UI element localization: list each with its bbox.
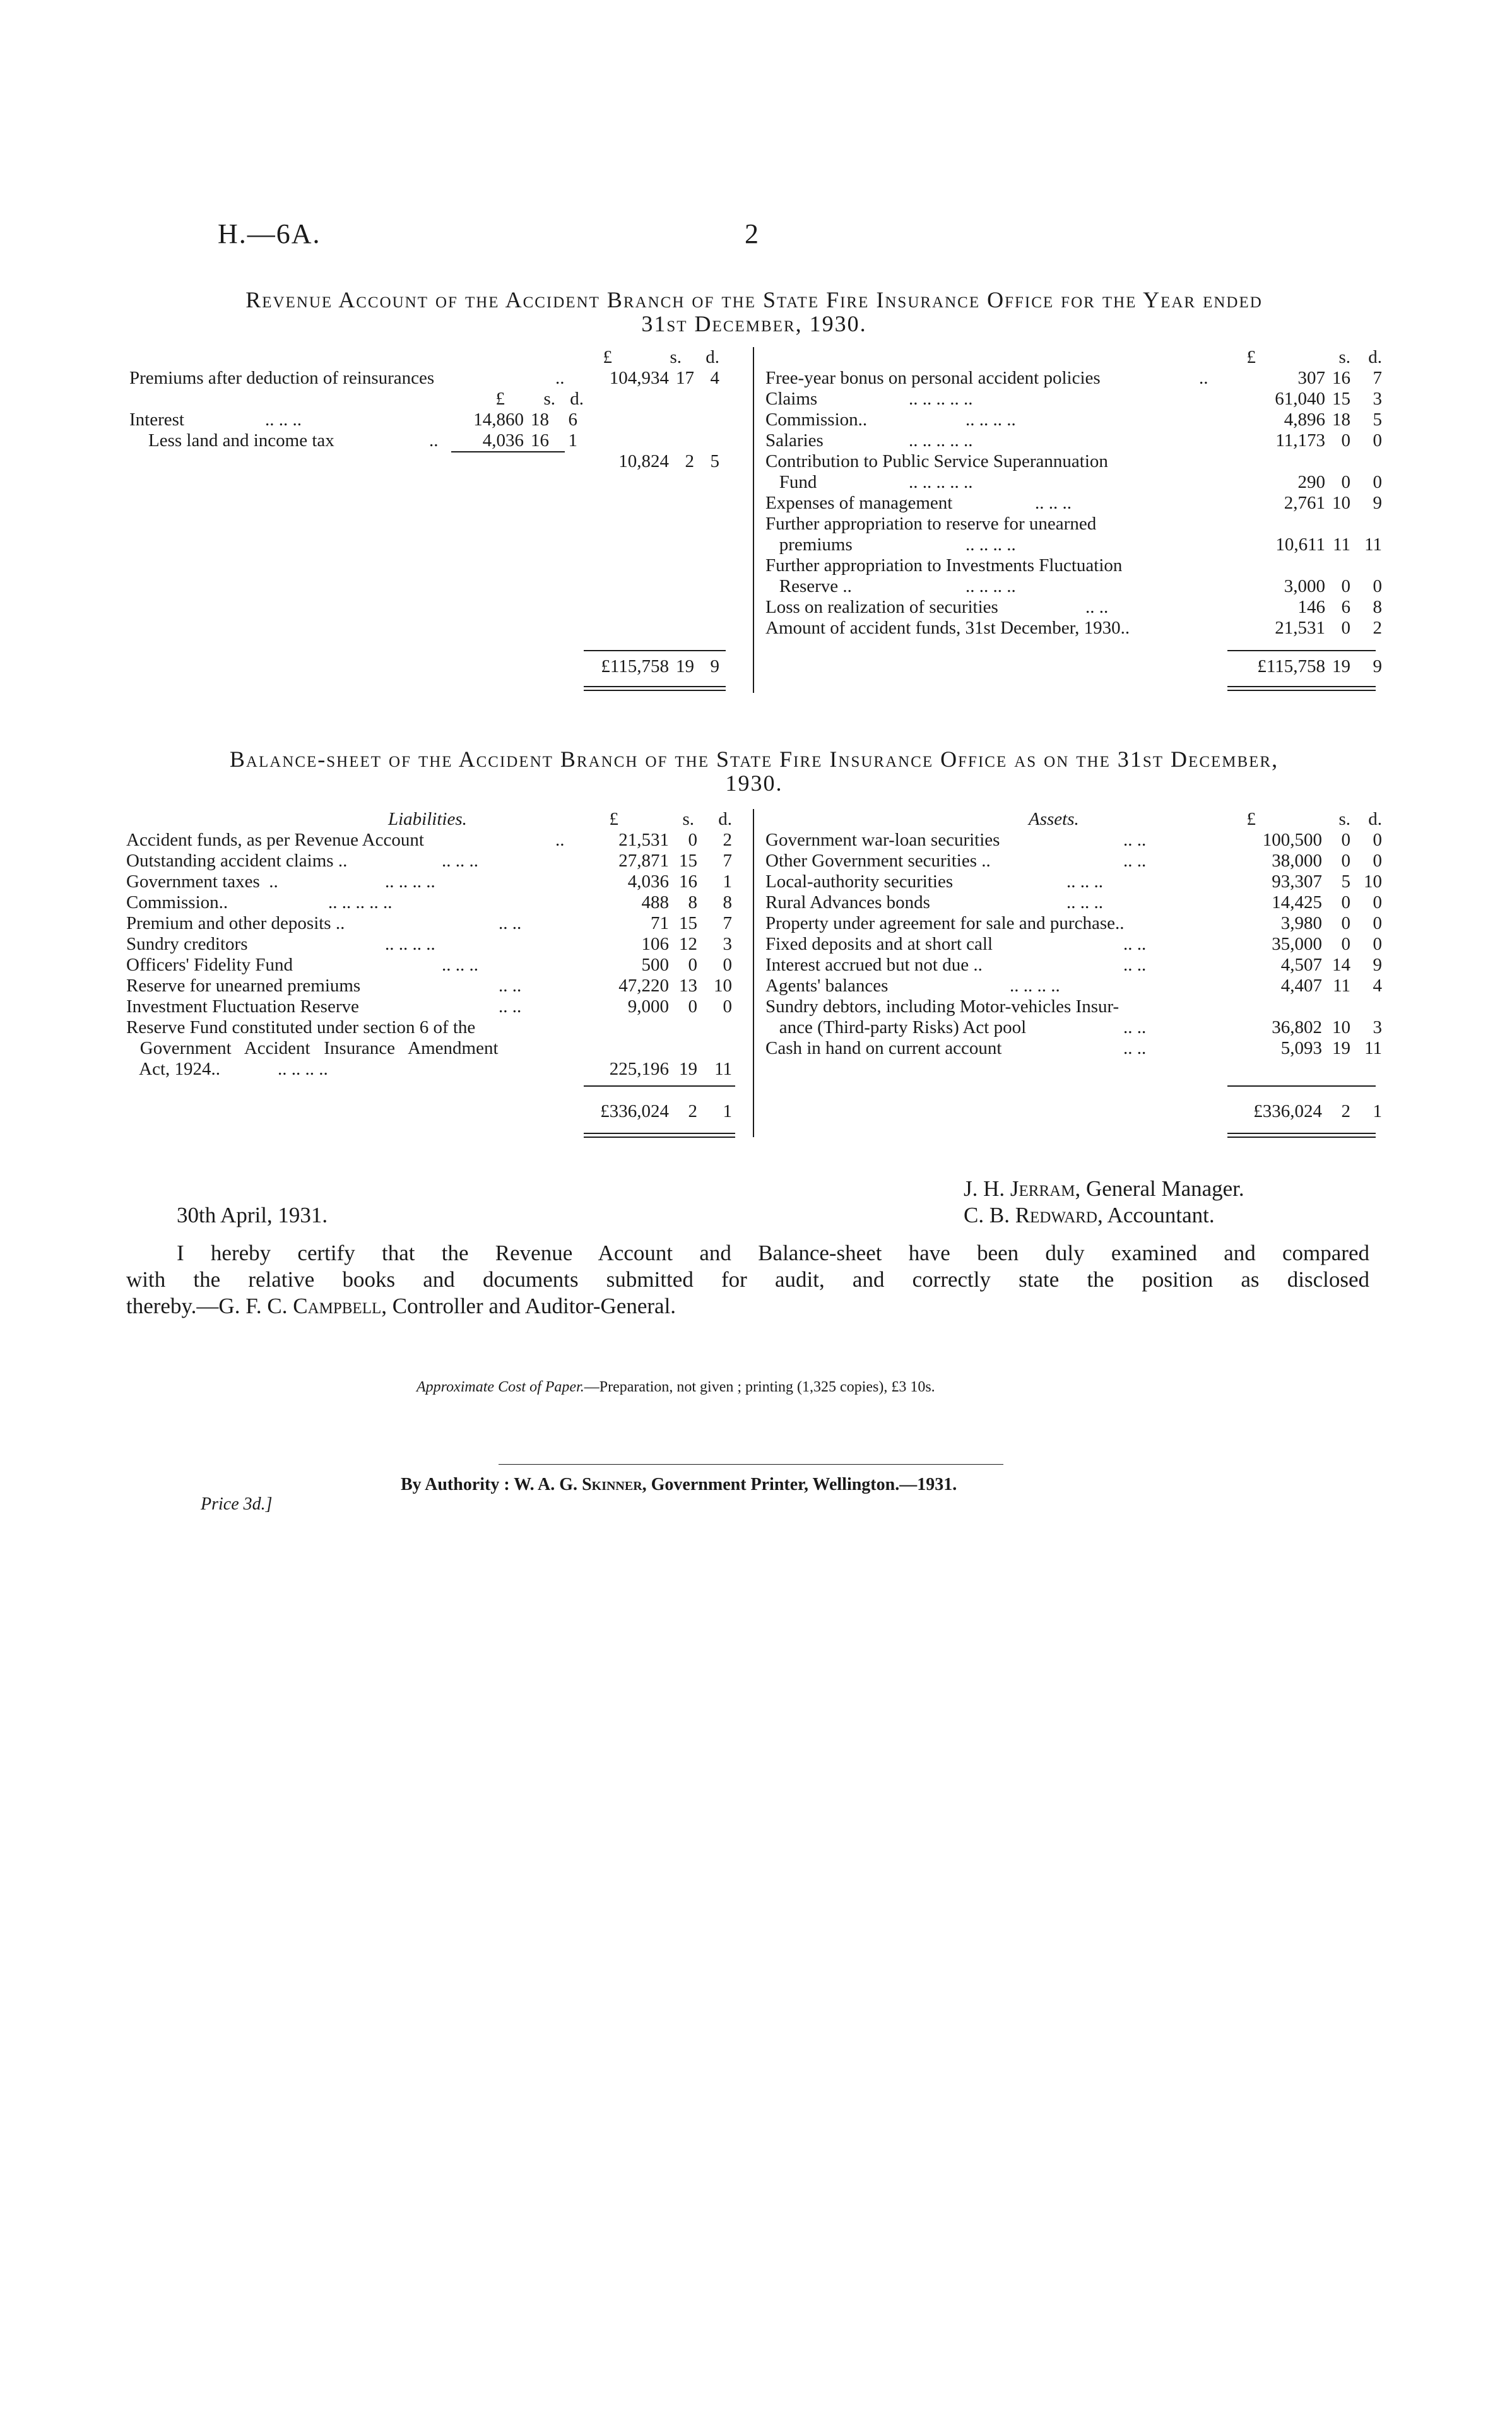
revenue-item-pence: 8 [1373, 597, 1382, 617]
liability-label: Sundry creditors [126, 934, 248, 954]
liability-label: Government Accident Insurance Amendment [126, 1038, 499, 1058]
revenue-item-shillings: 11 [1333, 535, 1350, 555]
certificate-line2: with the relative books and documents submitted for audit, and correctly state the position as disclosed [126, 1267, 1369, 1292]
manager-signature [964, 1176, 1244, 1202]
interest-pounds: 14,860 [473, 410, 524, 430]
tax-dots: .. [429, 430, 439, 451]
liability-dots: .. .. .. [442, 851, 478, 871]
asset-shillings: 0 [1341, 913, 1350, 933]
asset-shillings: 14 [1332, 955, 1350, 975]
asset-shillings: 0 [1341, 892, 1350, 913]
net-interest-pounds: 10,824 [618, 451, 669, 471]
asset-pence: 0 [1373, 934, 1382, 954]
assets-total-double-rule [1227, 1133, 1376, 1138]
asset-shillings: 5 [1341, 871, 1350, 892]
premiums-pence: 4 [710, 368, 719, 388]
certificate-line3 [126, 1293, 676, 1320]
premiums-label: Premiums after deduction of reinsurances [129, 368, 435, 388]
asset-dots: .. .. [1123, 934, 1147, 954]
revenue-right-total-pence: 9 [1373, 656, 1382, 676]
asset-shillings: 0 [1341, 934, 1350, 954]
liability-pence: 10 [714, 976, 732, 996]
liability-pounds: 71 [651, 913, 669, 933]
liability-label: Accident funds, as per Revenue Account [126, 830, 424, 850]
liability-pounds: 21,531 [618, 830, 669, 850]
revenue-item-pence: 2 [1373, 618, 1382, 638]
revenue-item-pence: 0 [1373, 472, 1382, 492]
liability-shillings: 0 [688, 996, 697, 1017]
assets-col-pound: £ [1246, 809, 1256, 829]
liability-label: Commission.. [126, 892, 228, 913]
revenue-item-label: Expenses of management [765, 493, 953, 513]
liability-pence: 7 [723, 913, 732, 933]
revenue-title-line1: Revenue Account of the Accident Branch of the State Fire Insurance Office for the Year ended [245, 287, 1263, 312]
liability-shillings: 19 [679, 1059, 697, 1079]
authority-post: , Government Printer, Wellington.—1931. [642, 1475, 957, 1494]
revenue-item-pence: 0 [1373, 576, 1382, 596]
document-reference: H.—6A. [218, 218, 321, 249]
manager-name: Jerram [1010, 1176, 1075, 1201]
balance-title-line2: 1930. [725, 771, 783, 796]
liability-label: Reserve for unearned premiums [126, 976, 361, 996]
asset-pounds: 4,507 [1280, 955, 1322, 975]
interest-col-s: s. [543, 389, 555, 409]
asset-pounds: 100,500 [1262, 830, 1322, 850]
revenue-left-col-s: s. [670, 347, 682, 367]
liabilities-total-rule [584, 1085, 735, 1087]
accountant-initials: C. B. [964, 1203, 1015, 1227]
premiums-shillings: 17 [676, 368, 694, 388]
asset-pounds: 35,000 [1272, 934, 1322, 954]
liability-pence: 0 [723, 996, 732, 1017]
liability-pence: 0 [723, 955, 732, 975]
revenue-right-col-pound: £ [1246, 347, 1256, 367]
revenue-item-pounds: 61,040 [1275, 389, 1325, 409]
assets-total-shillings: 2 [1341, 1101, 1350, 1121]
liability-dots: .. .. .. .. .. [328, 892, 393, 913]
liability-pounds: 500 [641, 955, 669, 975]
revenue-item-label: Free-year bonus on personal accident policies [765, 368, 1101, 388]
revenue-item-dots: .. .. .. .. .. [909, 430, 973, 451]
asset-label: Rural Advances bonds [765, 892, 930, 913]
revenue-item-shillings: 15 [1332, 389, 1350, 409]
revenue-item-label: Further appropriation to reserve for unearned [765, 514, 1097, 534]
revenue-item-label: Further appropriation to Investments Fluctuation [765, 555, 1123, 576]
liability-label: Reserve Fund constituted under section 6 of the [126, 1017, 476, 1037]
asset-pounds: 14,425 [1272, 892, 1322, 913]
liability-dots: .. .. [499, 976, 522, 996]
revenue-item-pence: 11 [1364, 535, 1382, 555]
revenue-left-col-pound: £ [603, 347, 612, 367]
revenue-item-pounds: 11,173 [1275, 430, 1325, 451]
liability-pence: 2 [723, 830, 732, 850]
liability-pounds: 27,871 [618, 851, 669, 871]
liability-label: Premium and other deposits .. [126, 913, 345, 933]
auditor-name: Campbell [293, 1294, 382, 1318]
revenue-item-pence: 0 [1373, 430, 1382, 451]
net-interest-pence: 5 [710, 451, 719, 471]
liabilities-total-double-rule [584, 1133, 735, 1138]
net-interest-shillings: 2 [685, 451, 694, 471]
liability-shillings: 13 [679, 976, 697, 996]
asset-dots: .. .. .. .. [1010, 976, 1060, 996]
liabilities-heading: Liabilities. [388, 809, 467, 829]
accountant-title: , Accountant. [1097, 1203, 1215, 1227]
liability-pounds: 106 [641, 934, 669, 954]
assets-total-rule [1227, 1085, 1376, 1087]
asset-label: Fixed deposits and at short call [765, 934, 993, 954]
liability-shillings: 15 [679, 851, 697, 871]
revenue-item-dots: .. .. .. .. .. [909, 472, 973, 492]
revenue-item-label: premiums [765, 535, 853, 555]
interest-subtotal-rule [451, 451, 565, 452]
revenue-item-pounds: 146 [1297, 597, 1325, 617]
liability-label: Officers' Fidelity Fund [126, 955, 293, 975]
revenue-item-pence: 3 [1373, 389, 1382, 409]
revenue-item-label: Loss on realization of securities [765, 597, 998, 617]
interest-label: Interest [129, 410, 184, 430]
asset-pounds: 5,093 [1280, 1038, 1322, 1058]
balance-column-divider [753, 809, 754, 1137]
revenue-item-pounds: 2,761 [1284, 493, 1325, 513]
revenue-left-col-d: d. [706, 347, 719, 367]
revenue-item-dots: .. .. .. .. [966, 410, 1016, 430]
liability-shillings: 0 [688, 955, 697, 975]
asset-shillings: 0 [1341, 830, 1350, 850]
revenue-left-total-pounds: £115,758 [601, 656, 669, 676]
manager-title: , General Manager. [1075, 1176, 1244, 1201]
liability-dots: .. [555, 830, 565, 850]
asset-pence: 0 [1373, 913, 1382, 933]
asset-dots: .. .. [1123, 830, 1147, 850]
liability-label: Outstanding accident claims .. [126, 851, 348, 871]
revenue-item-pounds: 3,000 [1284, 576, 1325, 596]
asset-shillings: 10 [1332, 1017, 1350, 1037]
asset-shillings: 0 [1341, 851, 1350, 871]
revenue-item-label: Claims [765, 389, 818, 409]
revenue-right-total-shillings: 19 [1332, 656, 1350, 676]
revenue-item-dots: .. .. [1085, 597, 1109, 617]
cost-label: Approximate Cost of Paper. [416, 1379, 584, 1395]
authority-pre: By Authority : W. A. G. [401, 1475, 582, 1494]
revenue-item-pounds: 290 [1297, 472, 1325, 492]
liability-shillings: 16 [679, 871, 697, 892]
cost-of-paper [416, 1379, 935, 1396]
revenue-item-pence: 7 [1373, 368, 1382, 388]
liability-dots: .. .. .. .. [385, 871, 435, 892]
liability-pounds: 488 [641, 892, 669, 913]
revenue-item-label: Fund [765, 472, 817, 492]
interest-pence: 6 [568, 410, 577, 430]
liability-shillings: 0 [688, 830, 697, 850]
revenue-left-total-shillings: 19 [676, 656, 694, 676]
premiums-pounds: 104,934 [609, 368, 669, 388]
accountant-signature [964, 1202, 1215, 1229]
authority-line [401, 1475, 957, 1495]
revenue-item-pounds: 10,611 [1275, 535, 1325, 555]
asset-dots: .. .. [1123, 1038, 1147, 1058]
interest-col-d: d. [570, 389, 584, 409]
liability-pounds: 47,220 [618, 976, 669, 996]
revenue-item-shillings: 16 [1332, 368, 1350, 388]
revenue-column-divider [753, 347, 754, 693]
revenue-item-pence: 5 [1373, 410, 1382, 430]
asset-pence: 9 [1373, 955, 1382, 975]
liability-dots: .. .. .. .. [385, 934, 435, 954]
asset-label: Government war-loan securities [765, 830, 1000, 850]
revenue-item-shillings: 0 [1341, 472, 1350, 492]
liability-pounds: 225,196 [609, 1059, 669, 1079]
liabilities-col-pound: £ [609, 809, 618, 829]
page-number: 2 [745, 218, 759, 249]
tax-pence: 1 [568, 430, 577, 451]
asset-pence: 0 [1373, 830, 1382, 850]
asset-shillings: 19 [1332, 1038, 1350, 1058]
liability-pounds: 9,000 [627, 996, 669, 1017]
revenue-item-dots: .. .. .. .. .. [909, 389, 973, 409]
revenue-item-dots: .. .. .. .. [966, 576, 1016, 596]
asset-dots: .. .. [1123, 851, 1147, 871]
asset-label: Other Government securities .. [765, 851, 991, 871]
asset-pounds: 38,000 [1272, 851, 1322, 871]
interest-dots: .. .. .. [265, 410, 302, 430]
revenue-item-dots: .. .. .. .. [966, 535, 1016, 555]
certificate-line3-post: , Controller and Auditor-General. [381, 1294, 676, 1318]
revenue-left-total-rule [584, 650, 726, 651]
interest-shillings: 18 [531, 410, 549, 430]
revenue-item-shillings: 10 [1332, 493, 1350, 513]
asset-pence: 10 [1364, 871, 1382, 892]
revenue-item-shillings: 0 [1341, 430, 1350, 451]
premiums-dots: .. [555, 368, 565, 388]
liability-pence: 1 [723, 871, 732, 892]
manager-initials: J. H. [964, 1176, 1010, 1201]
revenue-item-label: Salaries [765, 430, 824, 451]
revenue-item-shillings: 0 [1341, 618, 1350, 638]
liabilities-total-shillings: 2 [688, 1101, 697, 1121]
asset-pence: 4 [1373, 976, 1382, 996]
revenue-item-dots: .. .. .. [1035, 493, 1072, 513]
certificate-line3-pre: thereby.—G. F. C. [126, 1294, 293, 1318]
assets-total-pounds: £336,024 [1253, 1101, 1322, 1121]
balance-title-line1: Balance-sheet of the Accident Branch of the State Fire Insurance Office as on the 31st December, [229, 747, 1279, 772]
revenue-item-shillings: 6 [1341, 597, 1350, 617]
liability-label: Investment Fluctuation Reserve [126, 996, 359, 1017]
asset-pence: 11 [1364, 1038, 1382, 1058]
asset-pence: 0 [1373, 892, 1382, 913]
interest-col-pound: £ [495, 389, 505, 409]
asset-label: Sundry debtors, including Motor-vehicles Insur- [765, 996, 1119, 1017]
revenue-right-total-pounds: £115,758 [1257, 656, 1325, 676]
assets-total-pence: 1 [1373, 1101, 1382, 1121]
asset-label: ance (Third-party Risks) Act pool [765, 1017, 1027, 1037]
liability-label: Act, 1924.. [126, 1059, 221, 1079]
revenue-left-total-pence: 9 [710, 656, 719, 676]
asset-label: Property under agreement for sale and purchase.. [765, 913, 1125, 933]
revenue-item-label: Contribution to Public Service Superannuation [765, 451, 1108, 471]
liabilities-total-pounds: £336,024 [600, 1101, 669, 1121]
asset-shillings: 11 [1333, 976, 1350, 996]
liability-dots: .. .. [499, 913, 522, 933]
liability-pence: 7 [723, 851, 732, 871]
liability-dots: .. .. .. [442, 955, 478, 975]
revenue-item-pounds: 4,896 [1284, 410, 1325, 430]
tax-label: Less land and income tax [148, 430, 334, 451]
liability-label: Government taxes .. [126, 871, 278, 892]
liability-shillings: 8 [688, 892, 697, 913]
revenue-item-label: Commission.. [765, 410, 868, 430]
liability-pence: 3 [723, 934, 732, 954]
revenue-right-total-double-rule [1227, 686, 1376, 691]
certificate-line1: I hereby certify that the Revenue Account and Balance-sheet have been duly examined and compared [177, 1241, 1369, 1265]
liabilities-col-s: s. [682, 809, 694, 829]
revenue-left-total-double-rule [584, 686, 726, 691]
asset-pence: 0 [1373, 851, 1382, 871]
revenue-item-label: Amount of accident funds, 31st December, 1930.. [765, 618, 1130, 638]
tax-pounds: 4,036 [482, 430, 524, 451]
assets-heading: Assets. [1029, 809, 1079, 829]
liability-dots: .. .. [499, 996, 522, 1017]
asset-label: Interest accrued but not due .. [765, 955, 983, 975]
revenue-title-line2: 31st December, 1930. [641, 311, 867, 336]
liability-pounds: 4,036 [627, 871, 669, 892]
asset-pounds: 36,802 [1272, 1017, 1322, 1037]
liability-shillings: 15 [679, 913, 697, 933]
liability-pence: 11 [714, 1059, 732, 1079]
tax-shillings: 16 [531, 430, 549, 451]
footer-rule [499, 1464, 1003, 1465]
revenue-item-shillings: 18 [1332, 410, 1350, 430]
asset-label: Cash in hand on current account [765, 1038, 1002, 1058]
asset-label: Agents' balances [765, 976, 889, 996]
revenue-right-total-rule [1227, 650, 1376, 651]
asset-pence: 3 [1373, 1017, 1382, 1037]
asset-dots: .. .. [1123, 955, 1147, 975]
revenue-item-dots: .. [1199, 368, 1208, 388]
asset-dots: .. .. .. [1066, 892, 1103, 913]
revenue-item-shillings: 0 [1341, 576, 1350, 596]
revenue-item-label: Reserve .. [765, 576, 852, 596]
asset-dots: .. .. .. [1066, 871, 1103, 892]
liability-pence: 8 [723, 892, 732, 913]
price: Price 3d.] [201, 1494, 273, 1514]
asset-pounds: 93,307 [1272, 871, 1322, 892]
asset-pounds: 3,980 [1280, 913, 1322, 933]
revenue-item-pounds: 307 [1297, 368, 1325, 388]
liabilities-col-d: d. [718, 809, 732, 829]
asset-pounds: 4,407 [1280, 976, 1322, 996]
assets-col-d: d. [1368, 809, 1382, 829]
asset-label: Local-authority securities [765, 871, 954, 892]
revenue-item-pence: 9 [1373, 493, 1382, 513]
liability-dots: .. .. .. .. [278, 1059, 328, 1079]
printer-name: Skinner [582, 1475, 642, 1494]
revenue-right-col-s: s. [1338, 347, 1350, 367]
liabilities-total-pence: 1 [723, 1101, 732, 1121]
liability-shillings: 12 [679, 934, 697, 954]
asset-dots: .. .. [1123, 1017, 1147, 1037]
assets-col-s: s. [1338, 809, 1350, 829]
signature-date: 30th April, 1931. [177, 1203, 328, 1227]
cost-text: —Preparation, not given ; printing (1,325 copies), £3 10s. [584, 1379, 935, 1395]
revenue-right-col-d: d. [1368, 347, 1382, 367]
revenue-item-pounds: 21,531 [1275, 618, 1325, 638]
accountant-name: Redward [1015, 1203, 1097, 1227]
